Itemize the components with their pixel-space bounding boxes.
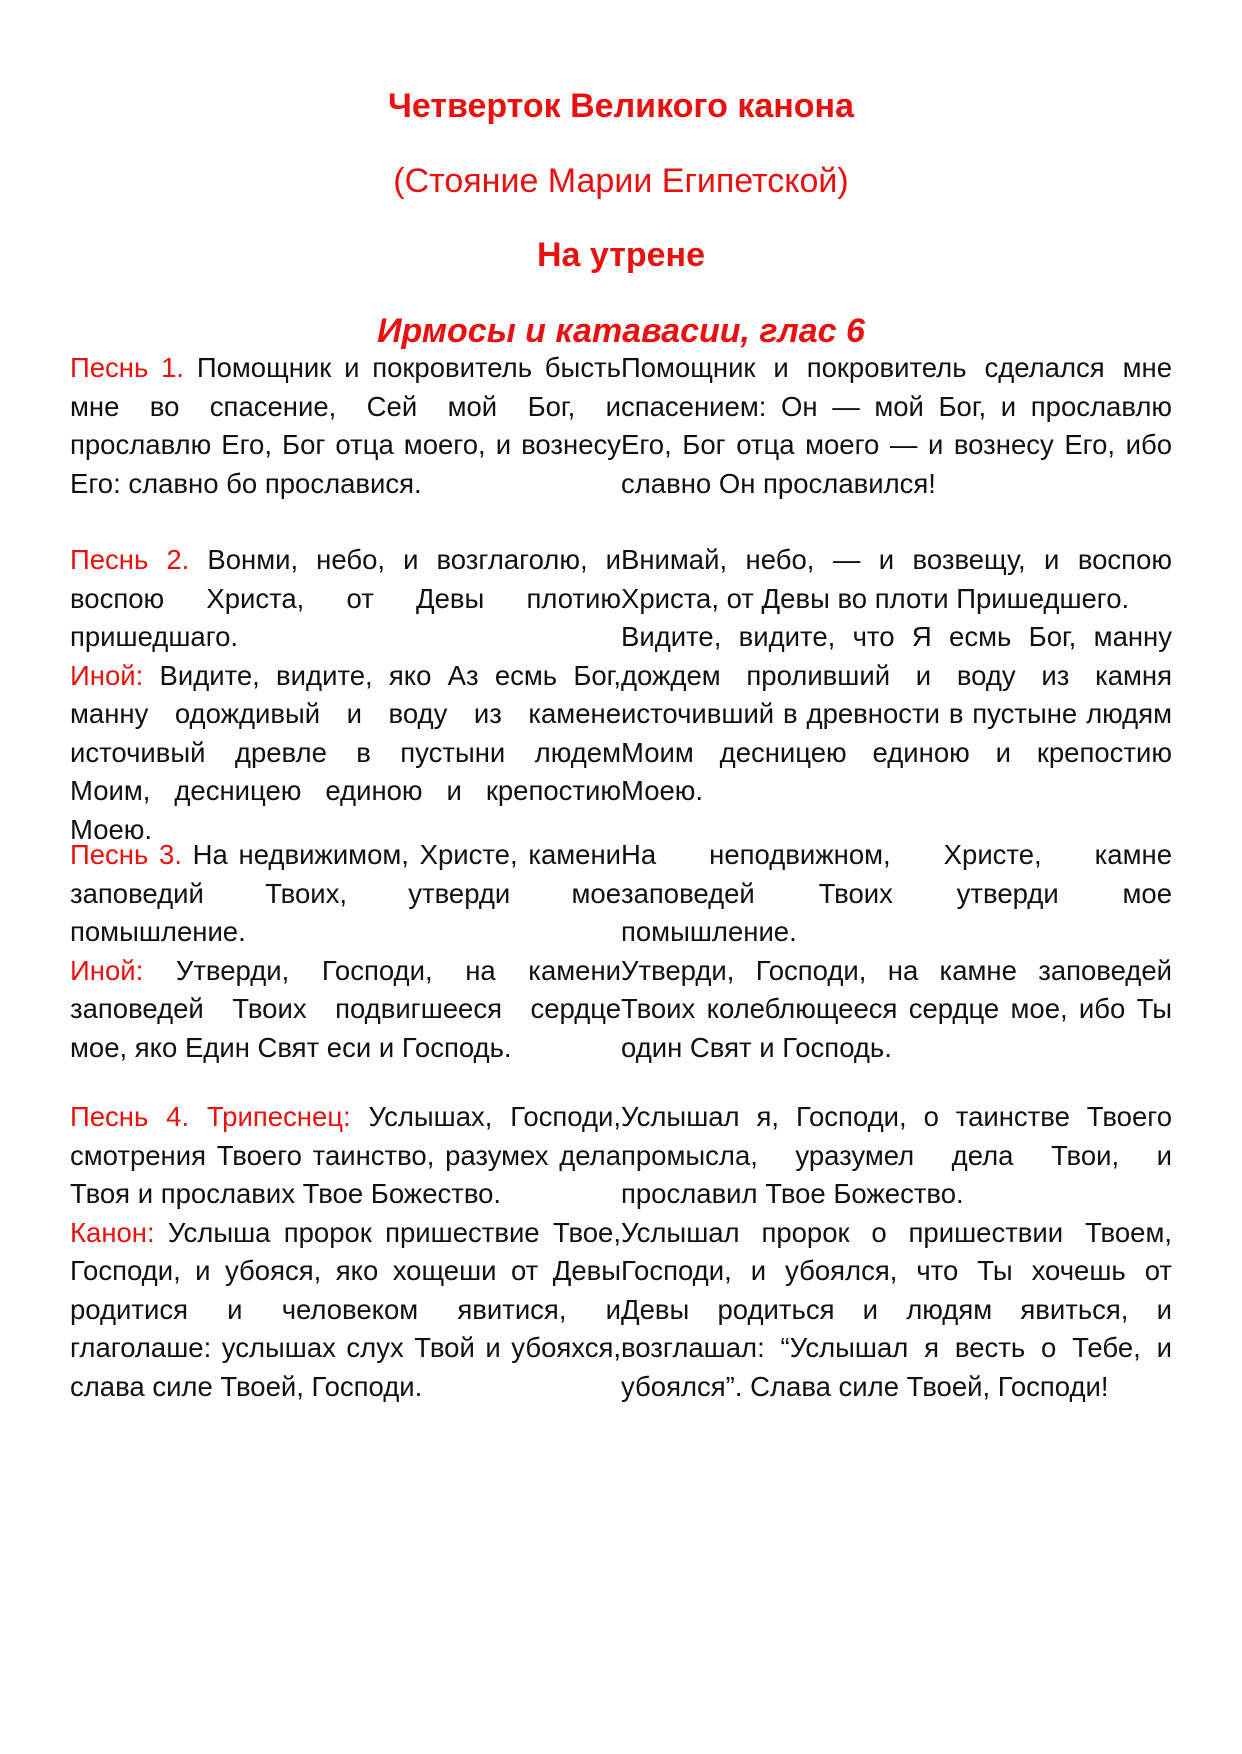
russian-paragraph: На неподвижном, Христе, камне заповедей Твоих утверди мое помышление.	[621, 839, 1172, 947]
slavonic-paragraph	[70, 541, 621, 657]
irmos-heading: Ирмосы и катавасии, глас 6	[377, 312, 865, 350]
document-subtitle: (Стояние Марии Египетской)	[393, 162, 849, 200]
slavonic-text: Видите, видите, яко Аз есмь Бог, манну одождивый и воду из камене источивый древле в пустыни людем Моим, десницею единою и крепостию Моею.	[70, 659, 621, 845]
song-label: Песнь 3.	[70, 839, 182, 870]
russian-paragraph: Видите, видите, что Я есмь Бог, манну дождем проливший и воду из камня источивший в древности в пустыне людям Моим десницею единою и крепостию Моею.	[621, 621, 1172, 806]
song-2-block	[70, 541, 1172, 849]
slavonic-text: Утверди, Господи, на камени заповедей Твоих подвигшееся сердце мое, яко Един Свят еси и Господь.	[70, 954, 621, 1063]
russian-paragraph: Услышал пророк о пришествии Твоем, Господи, и убоялся, что Ты хочешь от Девы родиться и людям явиться, и возглашал: “Услышал я весть о Тебе, и убоялся”. Слава силе Твоей, Господи!	[621, 1216, 1172, 1402]
service-heading: На утрене	[536, 236, 705, 274]
slavonic-paragraph	[70, 657, 621, 850]
slavonic-column	[70, 836, 621, 1067]
russian-column	[621, 836, 1172, 1067]
song-4-block	[70, 1098, 1172, 1406]
slavonic-column	[70, 349, 621, 503]
alt-label: Иной:	[70, 659, 144, 691]
russian-column	[621, 349, 1172, 503]
slavonic-paragraph	[70, 952, 621, 1068]
slavonic-column	[70, 541, 621, 849]
russian-column	[621, 1098, 1172, 1406]
russian-paragraph: Утверди, Господи, на камне заповедей Твоих колеблющееся сердце мое, ибо Ты один Свят и Господь.	[621, 954, 1172, 1063]
slavonic-text: Помощник и покровитель бысть мне во спасение, Сей мой Бог, и прославлю Его, Бог отца моего, и вознесу Его: славно бо прославися.	[70, 352, 621, 499]
song-label: Песнь 1.	[70, 352, 185, 383]
slavonic-text: Вонми, небо, и возглаголю, и воспою Христа, от Девы плотию пришедшаго.	[70, 544, 622, 652]
document-title: Четверток Великого канона	[387, 87, 855, 125]
russian-paragraph: Услышал я, Господи, о таинстве Твоего промысла, уразумел дела Твои, и прославил Твое Божество.	[621, 1101, 1172, 1209]
song-label: Песнь 4. Трипеснец:	[70, 1101, 351, 1132]
russian-column	[621, 541, 1172, 849]
alt-label: Иной:	[70, 954, 144, 986]
slavonic-column	[70, 1098, 621, 1406]
slavonic-paragraph	[70, 349, 621, 503]
canon-label: Канон:	[70, 1216, 155, 1248]
slavonic-text: На недвижимом, Христе, камени заповедий Твоих, утверди мое помышление.	[70, 839, 621, 947]
slavonic-paragraph	[70, 1214, 621, 1407]
slavonic-paragraph	[70, 836, 621, 952]
russian-paragraph: Внимай, небо, — и возвещу, и воспою Христа, от Девы во плоти Пришедшего.	[621, 544, 1172, 614]
slavonic-text: Услыша пророк пришествие Твое, Господи, и убояся, яко хощеши от Девы родитися и человеком явитися, и глаголаше: услышах слух Твой и убояхся, слава силе Твоей, Господи.	[70, 1216, 621, 1402]
song-1-block	[70, 349, 1172, 503]
slavonic-text: Услышах, Господи, смотрения Твоего таинство, разумех дела Твоя и прославих Твое Божество.	[70, 1101, 621, 1209]
slavonic-paragraph	[70, 1098, 621, 1214]
russian-paragraph: Помощник и покровитель сделался мне спасением: Он — мой Бог, и прославлю Его, Бог отца моего — и вознесу Его, ибо славно Он прославился!	[621, 352, 1172, 499]
song-3-block	[70, 836, 1172, 1067]
song-label: Песнь 2.	[70, 544, 190, 575]
